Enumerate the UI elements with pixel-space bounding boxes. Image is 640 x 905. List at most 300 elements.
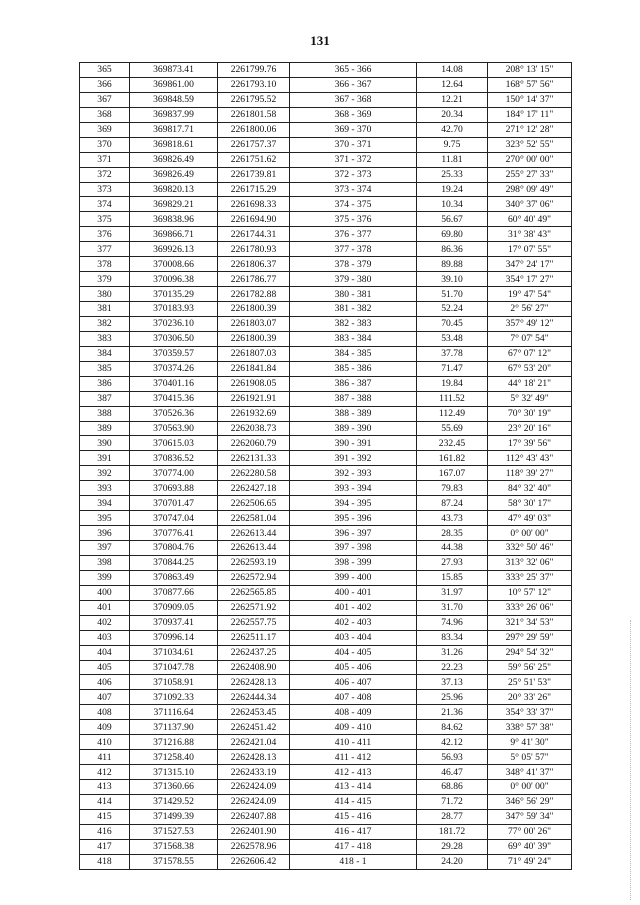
point-number-cell: 376 <box>80 227 130 242</box>
segment-cell: 408 - 409 <box>290 705 417 720</box>
distance-cell: 56.67 <box>417 212 488 227</box>
distance-cell: 52.24 <box>417 302 488 317</box>
bearing-cell: 19° 47' 54" <box>488 287 572 302</box>
bearing-cell: 2° 56' 27" <box>488 302 572 317</box>
distance-cell: 37.13 <box>417 675 488 690</box>
distance-cell: 56.93 <box>417 750 488 765</box>
segment-cell: 373 - 374 <box>290 182 417 197</box>
point-number-cell: 395 <box>80 511 130 526</box>
table-row <box>80 705 572 720</box>
y-coordinate-cell: 2262038.73 <box>218 421 290 436</box>
bearing-cell: 333° 25' 37" <box>488 570 572 585</box>
table-row <box>80 331 572 346</box>
table-row <box>80 376 572 391</box>
table-row <box>80 63 572 78</box>
x-coordinate-cell: 371360.66 <box>130 780 218 795</box>
x-coordinate-cell: 370909.05 <box>130 600 218 615</box>
bearing-cell: 357° 49' 12" <box>488 316 572 331</box>
point-number-cell: 417 <box>80 839 130 854</box>
x-coordinate-cell: 370836.52 <box>130 451 218 466</box>
x-coordinate-cell: 369826.49 <box>130 152 218 167</box>
segment-cell: 375 - 376 <box>290 212 417 227</box>
y-coordinate-cell: 2262606.42 <box>218 854 290 869</box>
point-number-cell: 394 <box>80 496 130 511</box>
distance-cell: 181.72 <box>417 824 488 839</box>
y-coordinate-cell: 2262407.88 <box>218 809 290 824</box>
y-coordinate-cell: 2262427.18 <box>218 481 290 496</box>
x-coordinate-cell: 369838.96 <box>130 212 218 227</box>
point-number-cell: 416 <box>80 824 130 839</box>
table-row <box>80 496 572 511</box>
table-row <box>80 570 572 585</box>
segment-cell: 365 - 366 <box>290 63 417 78</box>
x-coordinate-cell: 370774.00 <box>130 466 218 481</box>
point-number-cell: 415 <box>80 809 130 824</box>
segment-cell: 391 - 392 <box>290 451 417 466</box>
point-number-cell: 398 <box>80 555 130 570</box>
x-coordinate-cell: 369817.71 <box>130 122 218 137</box>
bearing-cell: 5° 32' 49" <box>488 391 572 406</box>
x-coordinate-cell: 369818.61 <box>130 137 218 152</box>
x-coordinate-cell: 370615.03 <box>130 436 218 451</box>
segment-cell: 401 - 402 <box>290 600 417 615</box>
y-coordinate-cell: 2262401.90 <box>218 824 290 839</box>
point-number-cell: 383 <box>80 331 130 346</box>
y-coordinate-cell: 2261841.84 <box>218 361 290 376</box>
x-coordinate-cell: 369837.99 <box>130 107 218 122</box>
point-number-cell: 374 <box>80 197 130 212</box>
segment-cell: 369 - 370 <box>290 122 417 137</box>
x-coordinate-cell: 371137.90 <box>130 720 218 735</box>
distance-cell: 12.64 <box>417 77 488 92</box>
x-coordinate-cell: 370526.36 <box>130 406 218 421</box>
point-number-cell: 390 <box>80 436 130 451</box>
bearing-cell: 354° 33' 37" <box>488 705 572 720</box>
point-number-cell: 373 <box>80 182 130 197</box>
y-coordinate-cell: 2261800.06 <box>218 122 290 137</box>
distance-cell: 31.26 <box>417 645 488 660</box>
segment-cell: 415 - 416 <box>290 809 417 824</box>
distance-cell: 44.38 <box>417 541 488 556</box>
segment-cell: 390 - 391 <box>290 436 417 451</box>
segment-cell: 410 - 411 <box>290 735 417 750</box>
point-number-cell: 414 <box>80 794 130 809</box>
segment-cell: 411 - 412 <box>290 750 417 765</box>
y-coordinate-cell: 2262572.94 <box>218 570 290 585</box>
segment-cell: 402 - 403 <box>290 615 417 630</box>
segment-cell: 381 - 382 <box>290 302 417 317</box>
point-number-cell: 369 <box>80 122 130 137</box>
x-coordinate-cell: 370306.50 <box>130 331 218 346</box>
distance-cell: 19.84 <box>417 376 488 391</box>
table-row <box>80 272 572 287</box>
point-number-cell: 372 <box>80 167 130 182</box>
table-row <box>80 675 572 690</box>
segment-cell: 388 - 389 <box>290 406 417 421</box>
y-coordinate-cell: 2261786.77 <box>218 272 290 287</box>
y-coordinate-cell: 2262060.79 <box>218 436 290 451</box>
segment-cell: 406 - 407 <box>290 675 417 690</box>
bearing-cell: 71° 49' 24" <box>488 854 572 869</box>
point-number-cell: 367 <box>80 92 130 107</box>
distance-cell: 22.23 <box>417 660 488 675</box>
y-coordinate-cell: 2261744.31 <box>218 227 290 242</box>
y-coordinate-cell: 2262428.13 <box>218 750 290 765</box>
segment-cell: 409 - 410 <box>290 720 417 735</box>
point-number-cell: 413 <box>80 780 130 795</box>
y-coordinate-cell: 2262581.04 <box>218 511 290 526</box>
distance-cell: 42.12 <box>417 735 488 750</box>
bearing-cell: 168° 57' 56" <box>488 77 572 92</box>
y-coordinate-cell: 2261793.10 <box>218 77 290 92</box>
segment-cell: 396 - 397 <box>290 526 417 541</box>
distance-cell: 14.08 <box>417 63 488 78</box>
y-coordinate-cell: 2262578.96 <box>218 839 290 854</box>
table-row <box>80 794 572 809</box>
distance-cell: 12.21 <box>417 92 488 107</box>
bearing-cell: 346° 56' 29" <box>488 794 572 809</box>
table-row <box>80 107 572 122</box>
bearing-cell: 338° 57' 38" <box>488 720 572 735</box>
segment-cell: 387 - 388 <box>290 391 417 406</box>
bearing-cell: 347° 59' 34" <box>488 809 572 824</box>
x-coordinate-cell: 369866.71 <box>130 227 218 242</box>
distance-cell: 68.86 <box>417 780 488 795</box>
x-coordinate-cell: 371116.64 <box>130 705 218 720</box>
bearing-cell: 347° 24' 17" <box>488 257 572 272</box>
y-coordinate-cell: 2262453.45 <box>218 705 290 720</box>
y-coordinate-cell: 2261757.37 <box>218 137 290 152</box>
distance-cell: 42.70 <box>417 122 488 137</box>
point-number-cell: 365 <box>80 63 130 78</box>
x-coordinate-cell: 370415.36 <box>130 391 218 406</box>
y-coordinate-cell: 2261751.62 <box>218 152 290 167</box>
y-coordinate-cell: 2262613.44 <box>218 526 290 541</box>
distance-cell: 43.73 <box>417 511 488 526</box>
y-coordinate-cell: 2262613.44 <box>218 541 290 556</box>
point-number-cell: 404 <box>80 645 130 660</box>
bearing-cell: 340° 37' 06" <box>488 197 572 212</box>
table-row <box>80 167 572 182</box>
bearing-cell: 348° 41' 37" <box>488 765 572 780</box>
segment-cell: 404 - 405 <box>290 645 417 660</box>
segment-cell: 378 - 379 <box>290 257 417 272</box>
point-number-cell: 409 <box>80 720 130 735</box>
table-row <box>80 227 572 242</box>
y-coordinate-cell: 2261800.39 <box>218 302 290 317</box>
x-coordinate-cell: 370776.41 <box>130 526 218 541</box>
table-row <box>80 511 572 526</box>
point-number-cell: 366 <box>80 77 130 92</box>
bearing-cell: 17° 39' 56" <box>488 436 572 451</box>
point-number-cell: 379 <box>80 272 130 287</box>
point-number-cell: 385 <box>80 361 130 376</box>
bearing-cell: 31° 38' 43" <box>488 227 572 242</box>
y-coordinate-cell: 2262131.33 <box>218 451 290 466</box>
segment-cell: 397 - 398 <box>290 541 417 556</box>
x-coordinate-cell: 370236.10 <box>130 316 218 331</box>
table-row <box>80 406 572 421</box>
point-number-cell: 393 <box>80 481 130 496</box>
y-coordinate-cell: 2261795.52 <box>218 92 290 107</box>
distance-cell: 31.97 <box>417 585 488 600</box>
table-row <box>80 481 572 496</box>
segment-cell: 399 - 400 <box>290 570 417 585</box>
segment-cell: 386 - 387 <box>290 376 417 391</box>
table-row <box>80 197 572 212</box>
table-row <box>80 137 572 152</box>
bearing-cell: 44° 18' 21" <box>488 376 572 391</box>
x-coordinate-cell: 371578.55 <box>130 854 218 869</box>
table-row <box>80 824 572 839</box>
x-coordinate-cell: 370096.38 <box>130 272 218 287</box>
bearing-cell: 47° 49' 03" <box>488 511 572 526</box>
point-number-cell: 406 <box>80 675 130 690</box>
distance-cell: 25.96 <box>417 690 488 705</box>
distance-cell: 74.96 <box>417 615 488 630</box>
y-coordinate-cell: 2261803.07 <box>218 316 290 331</box>
distance-cell: 29.28 <box>417 839 488 854</box>
segment-cell: 392 - 393 <box>290 466 417 481</box>
x-coordinate-cell: 369848.59 <box>130 92 218 107</box>
table-row <box>80 77 572 92</box>
distance-cell: 53.48 <box>417 331 488 346</box>
point-number-cell: 411 <box>80 750 130 765</box>
y-coordinate-cell: 2262424.09 <box>218 794 290 809</box>
table-row <box>80 720 572 735</box>
point-number-cell: 405 <box>80 660 130 675</box>
table-row <box>80 436 572 451</box>
y-coordinate-cell: 2261806.37 <box>218 257 290 272</box>
bearing-cell: 5° 05' 57" <box>488 750 572 765</box>
x-coordinate-cell: 370877.66 <box>130 585 218 600</box>
segment-cell: 385 - 386 <box>290 361 417 376</box>
segment-cell: 367 - 368 <box>290 92 417 107</box>
x-coordinate-cell: 371034.61 <box>130 645 218 660</box>
distance-cell: 83.34 <box>417 630 488 645</box>
x-coordinate-cell: 370359.57 <box>130 346 218 361</box>
point-number-cell: 387 <box>80 391 130 406</box>
x-coordinate-cell: 369861.00 <box>130 77 218 92</box>
bearing-cell: 354° 17' 27" <box>488 272 572 287</box>
segment-cell: 416 - 417 <box>290 824 417 839</box>
point-number-cell: 400 <box>80 585 130 600</box>
point-number-cell: 380 <box>80 287 130 302</box>
x-coordinate-cell: 370183.93 <box>130 302 218 317</box>
table-row <box>80 690 572 705</box>
y-coordinate-cell: 2262506.65 <box>218 496 290 511</box>
table-row <box>80 615 572 630</box>
point-number-cell: 388 <box>80 406 130 421</box>
distance-cell: 161.82 <box>417 451 488 466</box>
bearing-cell: 60° 40' 49" <box>488 212 572 227</box>
x-coordinate-cell: 370747.04 <box>130 511 218 526</box>
distance-cell: 27.93 <box>417 555 488 570</box>
table-row <box>80 630 572 645</box>
segment-cell: 374 - 375 <box>290 197 417 212</box>
y-coordinate-cell: 2262280.58 <box>218 466 290 481</box>
x-coordinate-cell: 371258.40 <box>130 750 218 765</box>
segment-cell: 398 - 399 <box>290 555 417 570</box>
y-coordinate-cell: 2261799.76 <box>218 63 290 78</box>
table-row <box>80 541 572 556</box>
bearing-cell: 321° 34' 53" <box>488 615 572 630</box>
bearing-cell: 0° 00' 00" <box>488 526 572 541</box>
table-row <box>80 182 572 197</box>
distance-cell: 69.80 <box>417 227 488 242</box>
y-coordinate-cell: 2261694.90 <box>218 212 290 227</box>
x-coordinate-cell: 369926.13 <box>130 242 218 257</box>
table-row <box>80 750 572 765</box>
bearing-cell: 23° 20' 16" <box>488 421 572 436</box>
distance-cell: 71.72 <box>417 794 488 809</box>
segment-cell: 370 - 371 <box>290 137 417 152</box>
y-coordinate-cell: 2261715.29 <box>218 182 290 197</box>
x-coordinate-cell: 371315.10 <box>130 765 218 780</box>
y-coordinate-cell: 2262593.19 <box>218 555 290 570</box>
distance-cell: 37.78 <box>417 346 488 361</box>
table-row <box>80 302 572 317</box>
segment-cell: 366 - 367 <box>290 77 417 92</box>
segment-cell: 418 - 1 <box>290 854 417 869</box>
bearing-cell: 255° 27' 33" <box>488 167 572 182</box>
bearing-cell: 297° 29' 59" <box>488 630 572 645</box>
x-coordinate-cell: 370996.14 <box>130 630 218 645</box>
segment-cell: 413 - 414 <box>290 780 417 795</box>
distance-cell: 39.10 <box>417 272 488 287</box>
distance-cell: 9.75 <box>417 137 488 152</box>
distance-cell: 24.20 <box>417 854 488 869</box>
table-row <box>80 242 572 257</box>
x-coordinate-cell: 371058.91 <box>130 675 218 690</box>
segment-cell: 368 - 369 <box>290 107 417 122</box>
x-coordinate-cell: 369826.49 <box>130 167 218 182</box>
bearing-cell: 313° 32' 06" <box>488 555 572 570</box>
y-coordinate-cell: 2261739.81 <box>218 167 290 182</box>
table-row <box>80 346 572 361</box>
distance-cell: 15.85 <box>417 570 488 585</box>
table-row <box>80 451 572 466</box>
y-coordinate-cell: 2262408.90 <box>218 660 290 675</box>
table-row <box>80 316 572 331</box>
bearing-cell: 77° 00' 26" <box>488 824 572 839</box>
y-coordinate-cell: 2261921.91 <box>218 391 290 406</box>
x-coordinate-cell: 369829.21 <box>130 197 218 212</box>
bearing-cell: 17° 07' 55" <box>488 242 572 257</box>
x-coordinate-cell: 370844.25 <box>130 555 218 570</box>
y-coordinate-cell: 2261782.88 <box>218 287 290 302</box>
bearing-cell: 67° 07' 12" <box>488 346 572 361</box>
distance-cell: 51.70 <box>417 287 488 302</box>
point-number-cell: 375 <box>80 212 130 227</box>
bearing-cell: 58° 30' 17" <box>488 496 572 511</box>
point-number-cell: 403 <box>80 630 130 645</box>
bearing-cell: 25° 51' 53" <box>488 675 572 690</box>
bearing-cell: 7° 07' 54" <box>488 331 572 346</box>
table-row <box>80 92 572 107</box>
page-number: 131 <box>310 33 330 48</box>
segment-cell: 384 - 385 <box>290 346 417 361</box>
segment-cell: 389 - 390 <box>290 421 417 436</box>
margin-mark <box>630 620 634 900</box>
y-coordinate-cell: 2262557.75 <box>218 615 290 630</box>
segment-cell: 377 - 378 <box>290 242 417 257</box>
point-number-cell: 401 <box>80 600 130 615</box>
segment-cell: 393 - 394 <box>290 481 417 496</box>
distance-cell: 112.49 <box>417 406 488 421</box>
x-coordinate-cell: 371092.33 <box>130 690 218 705</box>
x-coordinate-cell: 370693.88 <box>130 481 218 496</box>
table-row <box>80 645 572 660</box>
point-number-cell: 412 <box>80 765 130 780</box>
y-coordinate-cell: 2262451.42 <box>218 720 290 735</box>
segment-cell: 380 - 381 <box>290 287 417 302</box>
x-coordinate-cell: 370937.41 <box>130 615 218 630</box>
x-coordinate-cell: 371499.39 <box>130 809 218 824</box>
bearing-cell: 67° 53' 20" <box>488 361 572 376</box>
distance-cell: 21.36 <box>417 705 488 720</box>
bearing-cell: 208° 13' 15" <box>488 63 572 78</box>
distance-cell: 55.69 <box>417 421 488 436</box>
distance-cell: 25.33 <box>417 167 488 182</box>
x-coordinate-cell: 370563.90 <box>130 421 218 436</box>
y-coordinate-cell: 2261780.93 <box>218 242 290 257</box>
segment-cell: 417 - 418 <box>290 839 417 854</box>
y-coordinate-cell: 2261932.69 <box>218 406 290 421</box>
coordinates-table <box>79 62 572 870</box>
x-coordinate-cell: 370008.66 <box>130 257 218 272</box>
distance-cell: 79.83 <box>417 481 488 496</box>
table-row <box>80 526 572 541</box>
segment-cell: 383 - 384 <box>290 331 417 346</box>
x-coordinate-cell: 370374.26 <box>130 361 218 376</box>
y-coordinate-cell: 2261801.58 <box>218 107 290 122</box>
bearing-cell: 333° 26' 06" <box>488 600 572 615</box>
point-number-cell: 384 <box>80 346 130 361</box>
bearing-cell: 271° 12' 28" <box>488 122 572 137</box>
bearing-cell: 270° 00' 00" <box>488 152 572 167</box>
point-number-cell: 392 <box>80 466 130 481</box>
x-coordinate-cell: 370804.76 <box>130 541 218 556</box>
segment-cell: 379 - 380 <box>290 272 417 287</box>
x-coordinate-cell: 369873.41 <box>130 63 218 78</box>
distance-cell: 111.52 <box>417 391 488 406</box>
point-number-cell: 381 <box>80 302 130 317</box>
point-number-cell: 391 <box>80 451 130 466</box>
table-row <box>80 287 572 302</box>
segment-cell: 400 - 401 <box>290 585 417 600</box>
point-number-cell: 377 <box>80 242 130 257</box>
x-coordinate-cell: 370401.16 <box>130 376 218 391</box>
distance-cell: 46.47 <box>417 765 488 780</box>
bearing-cell: 150° 14' 37" <box>488 92 572 107</box>
bearing-cell: 84° 32' 40" <box>488 481 572 496</box>
bearing-cell: 10° 57' 12" <box>488 585 572 600</box>
point-number-cell: 407 <box>80 690 130 705</box>
x-coordinate-cell: 371429.52 <box>130 794 218 809</box>
table-row <box>80 780 572 795</box>
table-row <box>80 122 572 137</box>
table-row <box>80 421 572 436</box>
table-row <box>80 152 572 167</box>
segment-cell: 403 - 404 <box>290 630 417 645</box>
table-row <box>80 257 572 272</box>
segment-cell: 407 - 408 <box>290 690 417 705</box>
distance-cell: 11.81 <box>417 152 488 167</box>
point-number-cell: 402 <box>80 615 130 630</box>
y-coordinate-cell: 2262565.85 <box>218 585 290 600</box>
bearing-cell: 9° 41' 30" <box>488 735 572 750</box>
